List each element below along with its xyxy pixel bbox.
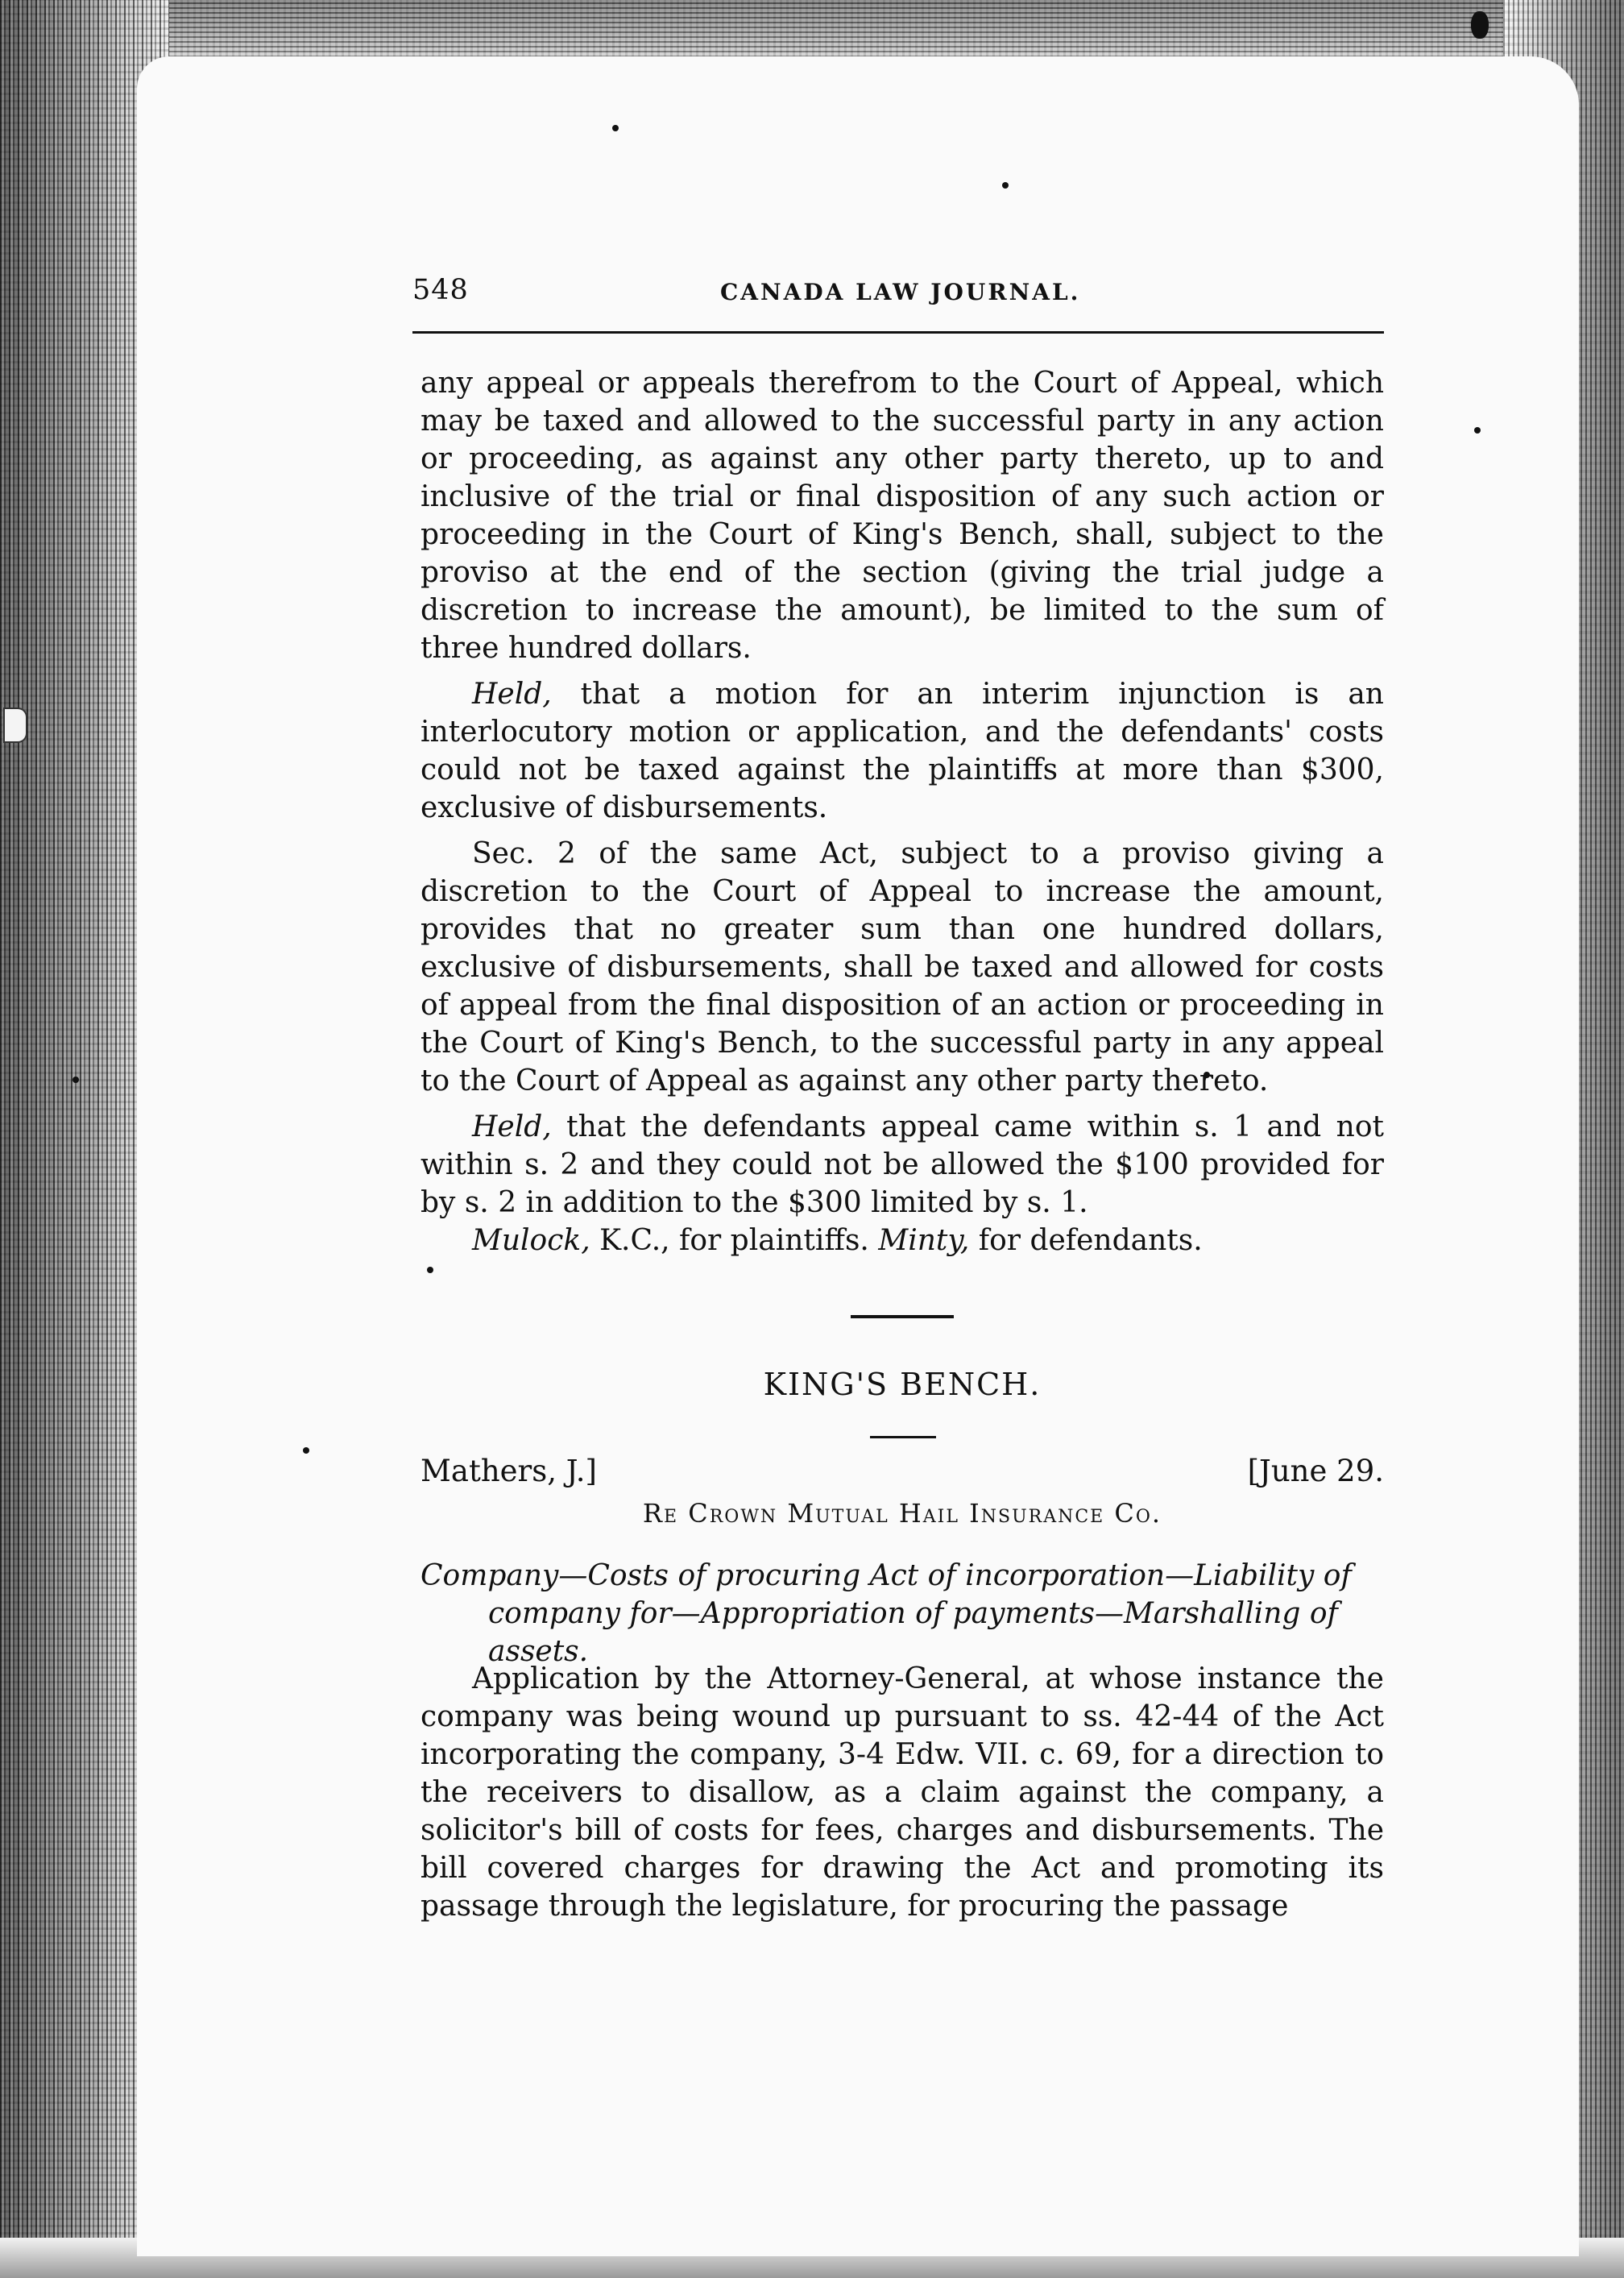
plaintiff-counsel-name: Mulock, — [472, 1224, 590, 1257]
journal-title: CANADA LAW JOURNAL. — [720, 279, 1081, 305]
header-rule — [412, 331, 1384, 334]
ink-speck — [612, 125, 619, 131]
corner-ink-mark — [1471, 11, 1489, 39]
case-title: Re Crown Mutual Hail Insurance Co. — [642, 1498, 1162, 1529]
ink-speck — [1002, 182, 1009, 189]
section-heading: KING'S BENCH. — [763, 1367, 1042, 1402]
paragraph-held-1 — [420, 675, 1384, 827]
held-text: that a motion for an interim injunction is an interlocutory motion or application, and the defendants' costs could not be taxed against the plaintiffs at more than $300, exclusive of disbursements. — [420, 678, 1384, 824]
ink-speck — [427, 1267, 433, 1273]
defendant-counsel-name: Minty, — [878, 1224, 970, 1257]
running-head — [412, 274, 1384, 338]
page-number: 548 — [412, 274, 469, 306]
headnote: Company—Costs of procuring Act of incorporation—Liability of company for—Appropriation of payments—Marshalling of assets. — [420, 1559, 1352, 1668]
paragraph-held-2 — [420, 1108, 1384, 1222]
paragraph-continued: any appeal or appeals therefrom to the Court of Appeal, which may be taxed and allowed to the successful party in any action or proceeding, as against any other party thereto, up to and inclusive of the trial or final disposition of any such action or proceeding in the Court of King's Bench, shall, subject to the proviso at the end of the section (giving the trial judge a discretion to increase the amount), be limited to the sum of three hundred dollars. — [420, 367, 1384, 665]
decision-date: [June 29. — [1247, 1454, 1384, 1488]
ink-speck — [1474, 427, 1481, 434]
ink-speck — [303, 1447, 309, 1454]
heading-underline — [870, 1436, 936, 1438]
plaintiff-counsel-text: K.C., for plaintiffs. — [590, 1224, 879, 1257]
paragraph-sec-2: Sec. 2 of the same Act, subject to a proviso giving a discretion to the Court of Appeal to increase the amount, provides that no greater sum than one hundred dollars, exclusive of disbursements, shall be taxed and allowed for costs of appeal from the final disposition of an action or proceeding in the Court of King's Bench, to the successful party in any appeal to the Court of Appeal as against any other party thereto. — [420, 837, 1384, 1098]
case-body-text: Application by the Attorney-General, at whose instance the company was being wound up pursuant to ss. 42-44 of the Act incorporating the company, 3-4 Edw. VII. c. 69, for a direction to the receivers to disallow, as a claim against the company, a solicitor's bill of costs for fees, charges and disbursements. The bill covered charges for drawing the Act and promoting its passage through the legislature, for procuring the passage — [420, 1662, 1384, 1923]
counsel-line — [420, 1222, 1384, 1259]
held-label: Held, — [472, 678, 552, 711]
ink-speck — [72, 1077, 79, 1083]
held-label: Held, — [472, 1110, 552, 1143]
section-divider-rule — [851, 1315, 954, 1318]
defendant-counsel-text: for defendants. — [969, 1224, 1203, 1257]
continued-case-text — [420, 364, 1384, 1259]
judge-name: Mathers, J.] — [420, 1454, 597, 1488]
held-text: that the defendants appeal came within s. 1 and not within s. 2 and they could not be allowed the $100 provided for by s. 2 in addition to the $300 limited by s. 1. — [420, 1110, 1384, 1219]
judge-date-line — [420, 1454, 1384, 1494]
page-edge-tab — [5, 709, 26, 741]
